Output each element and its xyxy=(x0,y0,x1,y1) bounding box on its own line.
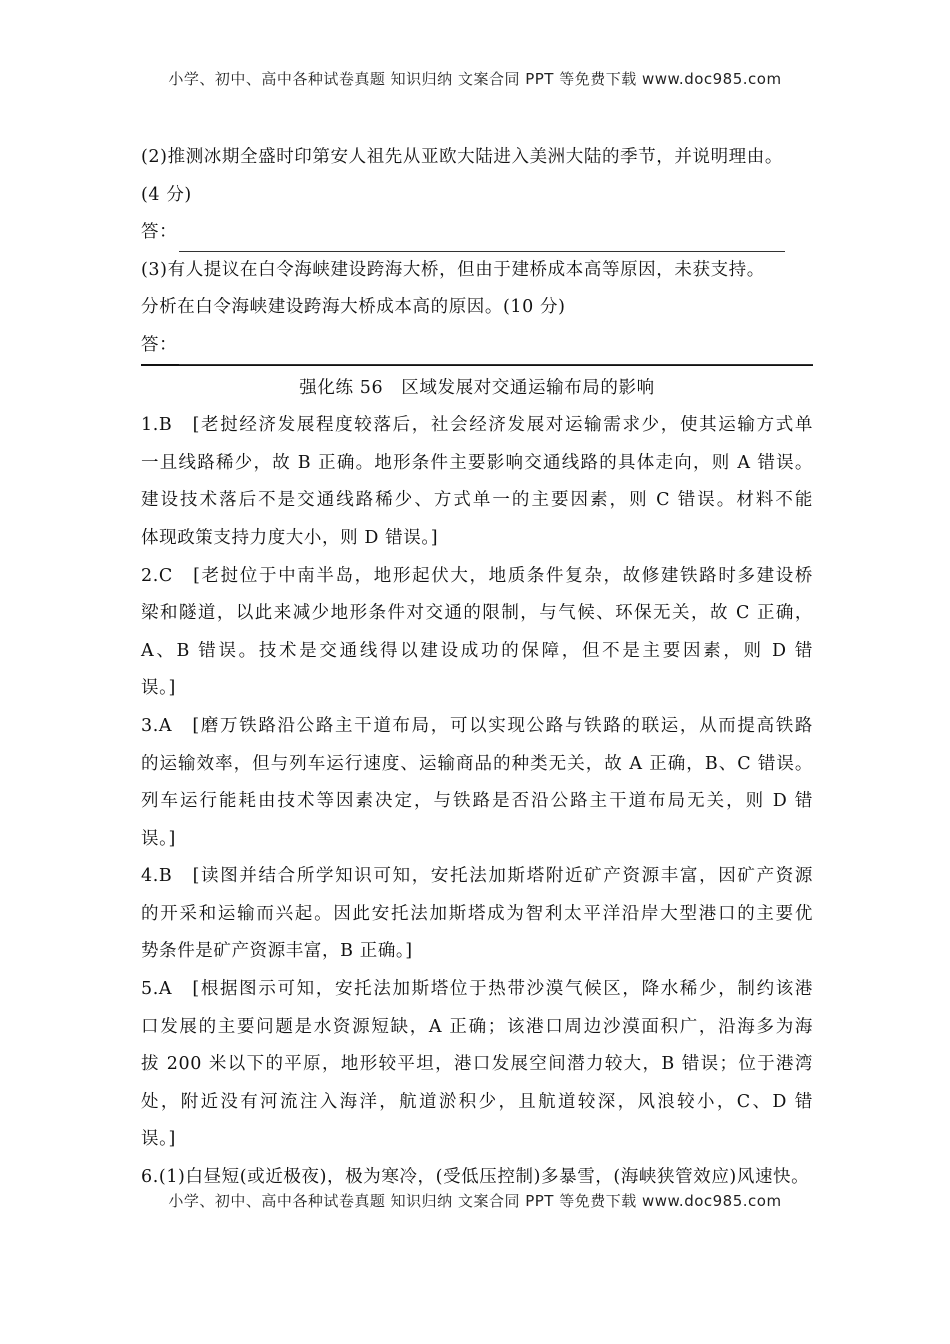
answer-line: 建设技术落后不是交通线路稀少、方式单一的主要因素，则 C 错误。材料不能 xyxy=(141,490,813,511)
answer-blank-line xyxy=(179,229,785,252)
answer-line: 误。] xyxy=(141,828,176,849)
answer-4 xyxy=(141,858,813,971)
answer-line: 6.(1)白昼短(或近极夜)，极为寒冷，(受低压控制)多暴雪，(海峡狭管效应)风速快。 xyxy=(141,1167,810,1188)
answer-line: 一且线路稀少，故 B 正确。地形条件主要影响交通线路的具体走向，则 A 错误。 xyxy=(141,452,813,473)
answer-2 xyxy=(141,558,813,708)
answer-line: 1.B [老挝经济发展程度较落后，社会经济发展对运输需求少，使其运输方式单 xyxy=(141,415,813,436)
question-2-answer-row xyxy=(141,214,813,252)
answer-line: 误。] xyxy=(141,678,176,699)
answer-line: 4.B [读图并结合所学知识可知，安托法加斯塔附近矿产资源丰富，因矿产资源 xyxy=(141,866,813,887)
answer-line: A、B 错误。技术是交通线得以建设成功的保障，但不是主要因素，则 D 错 xyxy=(141,640,813,661)
page-footer: 小学、初中、高中各种试卷真题 知识归纳 文案合同 PPT 等免费下载 www.doc985.com xyxy=(168,1192,782,1210)
question-3-line-2: 分析在白令海峡建设跨海大桥成本高的原因。(10 分) xyxy=(141,297,566,318)
answer-5 xyxy=(141,971,813,1159)
section-title: 强化练 56 区域发展对交通运输布局的影响 xyxy=(299,377,655,398)
question-3-answer-row xyxy=(141,327,813,365)
answer-3 xyxy=(141,708,813,858)
answer-line: 梁和隧道，以此来减少地形条件对交通的限制，与气候、环保无关，故 C 正确， xyxy=(141,603,813,624)
answer-line: 的运输效率，但与列车运行速度、运输商品的种类无关，故 A 正确，B、C 错误。 xyxy=(141,753,813,774)
answer-line: 列车运行能耗由技术等因素决定，与铁路是否沿公路主干道布局无关，则 D 错 xyxy=(141,791,813,812)
answer-line: 2.C [老挝位于中南半岛，地形起伏大，地质条件复杂，故修建铁路时多建设桥 xyxy=(141,565,813,586)
answer-line: 体现政策支持力度大小，则 D 错误。] xyxy=(141,527,439,548)
answer-line: 误。] xyxy=(141,1129,176,1150)
answer-line: 势条件是矿产资源丰富，B 正确。] xyxy=(141,941,413,962)
answer-label: 答： xyxy=(141,222,178,243)
answer-line: 拔 200 米以下的平原，地形较平坦，港口发展空间潜力较大，B 错误；位于港湾 xyxy=(141,1054,813,1075)
question-2-line-1: (2)推测冰期全盛时印第安人祖先从亚欧大陆进入美洲大陆的季节，并说明理由。 xyxy=(141,147,783,167)
page-header: 小学、初中、高中各种试卷真题 知识归纳 文案合同 PPT 等免费下载 www.doc985.com xyxy=(168,70,782,88)
question-2-line-2: (4 分) xyxy=(141,184,192,205)
question-3-line-1: (3)有人提议在白令海峡建设跨海大桥，但由于建桥成本高等原因，未获支持。 xyxy=(141,259,765,280)
answer-line: 3.A [磨万铁路沿公路主干道布局，可以实现公路与铁路的联运，从而提高铁路 xyxy=(141,715,813,736)
answer-line: 处，附近没有河流注入海洋，航道淤积少，且航道较深，风浪较小，C、D 错 xyxy=(141,1091,813,1112)
page-content xyxy=(141,139,813,1197)
answer-line: 口发展的主要问题是水资源短缺，A 正确；该港口周边沙漠面积广，沿海多为海 xyxy=(141,1016,813,1037)
answer-line: 的开采和运输而兴起。因此安托法加斯塔成为智利太平洋沿岸大型港口的主要优 xyxy=(141,903,813,924)
answer-blank-line xyxy=(179,342,813,365)
answer-label: 答： xyxy=(141,334,178,355)
answer-line: 5.A [根据图示可知，安托法加斯塔位于热带沙漠气候区，降水稀少，制约该港 xyxy=(141,979,813,1000)
answer-1 xyxy=(141,407,813,557)
